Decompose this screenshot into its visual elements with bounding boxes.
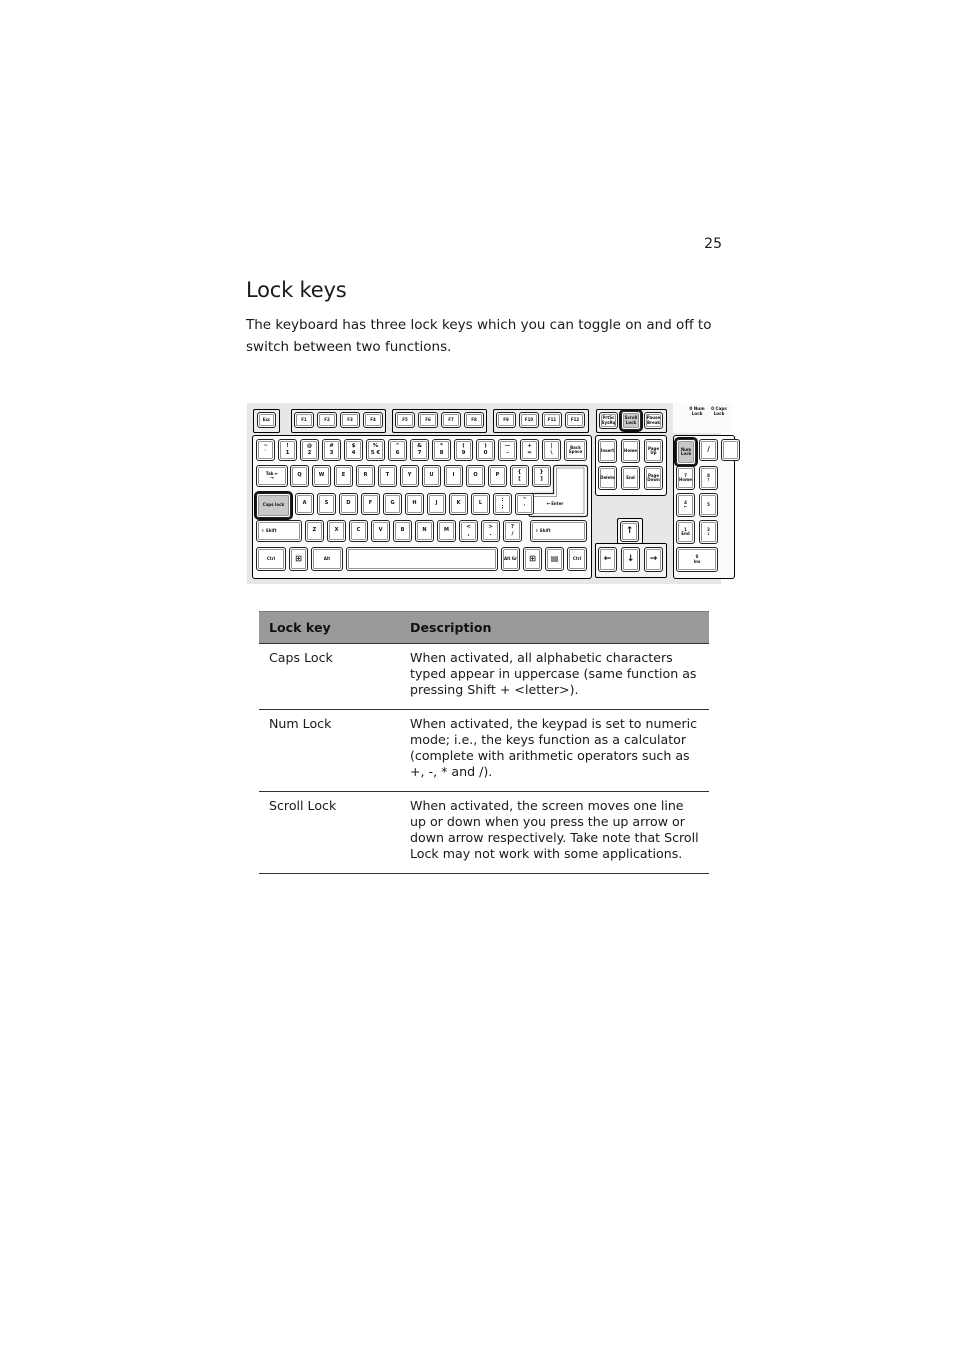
key-k: K — [449, 493, 468, 515]
key-c: C — [349, 520, 368, 542]
key-numpad-8: 8 ↑ — [699, 466, 718, 490]
key-page-down: Page Down — [644, 466, 663, 490]
key-numpad-7: 7 Home — [676, 466, 695, 490]
key-o: O — [466, 465, 485, 487]
key-delete: Delete — [598, 466, 617, 490]
key-slash: ? / — [503, 520, 522, 542]
key-z: Z — [305, 520, 324, 542]
key-scroll-lock: Scroll Lock — [621, 411, 641, 430]
key-f11: F11 — [542, 412, 562, 428]
key-1: ! 1 — [278, 439, 297, 461]
key-j: J — [427, 493, 446, 515]
key-backspace: Back Space — [564, 439, 587, 461]
key-end: End — [621, 466, 640, 490]
key-numpad-5: 5 — [699, 493, 718, 517]
key-r: R — [356, 465, 375, 487]
key-quote: " ' — [515, 493, 534, 515]
key-x: X — [327, 520, 346, 542]
cell-lock-key: Scroll Lock — [259, 792, 400, 874]
intro-paragraph: The keyboard has three lock keys which you can toggle on and off to switch between two functions. — [246, 317, 712, 355]
key-numpad-1: 1 End — [676, 520, 695, 544]
cell-description: When activated, the keypad is set to numeric mode; i.e., the keys function as a calculator (complete with arithmetic operators such as +, -, * and /). — [400, 710, 709, 792]
key-a: A — [295, 493, 314, 515]
key-menu: ▤ — [545, 547, 564, 571]
key-pause-break: Pause Break — [644, 412, 663, 429]
key-m: M — [437, 520, 456, 542]
table-row — [259, 644, 709, 710]
num-lock-led-label: 0 Num Lock — [689, 406, 705, 416]
key-arrow-up: ↑ — [620, 521, 639, 542]
key-f8: F8 — [464, 412, 484, 428]
key-9: ( 9 — [454, 439, 473, 461]
key-f3: F3 — [340, 412, 360, 428]
key-page-up: Page Up — [644, 439, 663, 463]
key-8: * 8 — [432, 439, 451, 461]
lock-keys-table — [259, 611, 709, 874]
key-numpad-2: 2 ↓ — [699, 520, 718, 544]
key-alt: Alt — [311, 547, 343, 571]
table-row — [259, 710, 709, 792]
key-home: Home — [621, 439, 640, 463]
key-v: V — [371, 520, 390, 542]
section-title: Lock keys — [246, 278, 347, 302]
key-period: > . — [481, 520, 500, 542]
key-enter: ⮠ Enter — [546, 500, 564, 506]
key-num-lock: Num Lock — [676, 439, 696, 465]
key-f12: F12 — [565, 412, 585, 428]
key-f6: F6 — [418, 412, 438, 428]
key-insert: Insert — [598, 439, 617, 463]
keyboard-illustration — [247, 403, 727, 584]
key-numpad-0: 0 Ins — [676, 547, 718, 572]
key-arrow-down: ↓ — [621, 547, 640, 572]
key-left-bracket: { [ — [510, 465, 529, 487]
key-backtick: ~ ` — [256, 439, 275, 461]
key-2: @ 2 — [300, 439, 319, 461]
key-arrow-left: ← — [598, 547, 617, 572]
key-left-win: ⊞ — [289, 547, 308, 571]
key-p: P — [488, 465, 507, 487]
key-b: B — [393, 520, 412, 542]
key-s: S — [317, 493, 336, 515]
key-f10: F10 — [519, 412, 539, 428]
key-u: U — [422, 465, 441, 487]
header-description: Description — [400, 612, 709, 644]
key-backslash: | \ — [542, 439, 561, 461]
key-semicolon: : ; — [493, 493, 512, 515]
key-numpad-slash: / — [699, 439, 718, 461]
cell-description: When activated, the screen moves one line up or down when you press the up arrow or down arrow respectively. Take note that Scroll Lock may not work with some applications. — [400, 792, 709, 874]
key-f: F — [361, 493, 380, 515]
key-3: # 3 — [322, 439, 341, 461]
key-numpad-asterisk — [721, 439, 740, 461]
key-l: L — [471, 493, 490, 515]
caps-lock-led-label: 0 Caps Lock — [711, 406, 727, 416]
key-0: ) 0 — [476, 439, 495, 461]
key-esc: Esc — [257, 412, 276, 428]
key-6: ^ 6 — [388, 439, 407, 461]
key-4: $ 4 — [344, 439, 363, 461]
cell-description: When activated, all alphabetic characters typed appear in uppercase (same function as pressing Shift + <letter>). — [400, 644, 709, 710]
key-tab: Tab ⇤ ⇥ — [256, 465, 288, 487]
key-caps-lock: Caps lock — [256, 493, 291, 518]
key-numpad-4: 4 ← — [676, 493, 695, 517]
key-f2: F2 — [317, 412, 337, 428]
key-left-ctrl: Ctrl — [256, 547, 286, 571]
key-t: T — [378, 465, 397, 487]
key-left-shift: ⇧ Shift — [256, 520, 302, 542]
key-f9: F9 — [496, 412, 516, 428]
key-f5: F5 — [395, 412, 415, 428]
cell-lock-key: Num Lock — [259, 710, 400, 792]
key-d: D — [339, 493, 358, 515]
key-e: E — [334, 465, 353, 487]
key-f1: F1 — [294, 412, 314, 428]
key-alt-gr: Alt Gr — [501, 547, 520, 571]
key-n: N — [415, 520, 434, 542]
key-right-win: ⊞ — [523, 547, 542, 571]
key-y: Y — [400, 465, 419, 487]
key-i: I — [444, 465, 463, 487]
key-w: W — [312, 465, 331, 487]
key-f4: F4 — [363, 412, 383, 428]
cell-lock-key: Caps Lock — [259, 644, 400, 710]
key-minus: — – — [498, 439, 517, 461]
key-space — [346, 547, 498, 571]
key-7: & 7 — [410, 439, 429, 461]
key-g: G — [383, 493, 402, 515]
key-right-ctrl: Ctrl — [567, 547, 587, 571]
header-lock-key: Lock key — [259, 612, 400, 644]
key-f7: F7 — [441, 412, 461, 428]
key-comma: < , — [459, 520, 478, 542]
page-number: 25 — [704, 236, 722, 252]
key-equals: + = — [520, 439, 539, 461]
key-5: % 5 € — [366, 439, 385, 461]
table-row — [259, 792, 709, 874]
key-q: Q — [290, 465, 309, 487]
key-arrow-right: → — [644, 547, 663, 572]
key-h: H — [405, 493, 424, 515]
key-right-shift: ⇧ Shift — [530, 520, 587, 542]
table-header-row — [259, 612, 709, 644]
key-prtsc-sysrq: PrtSc SysRq — [599, 412, 618, 429]
key-right-bracket: } ] — [532, 465, 551, 487]
